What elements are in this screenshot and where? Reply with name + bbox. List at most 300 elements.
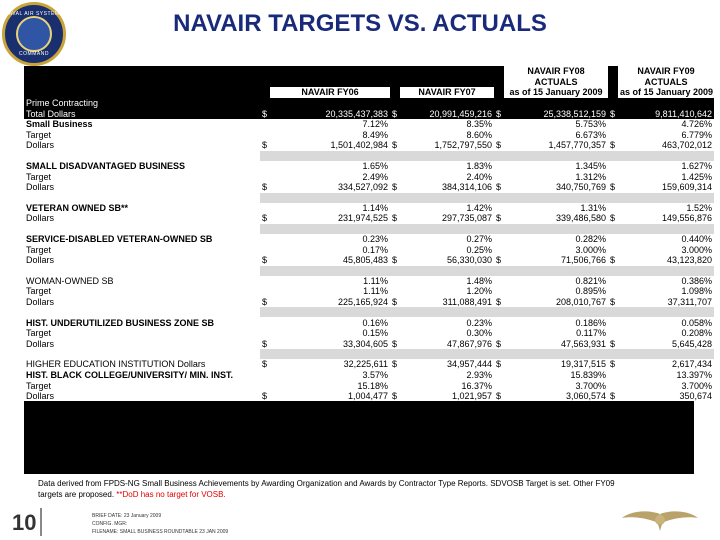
currency-cell: $: [494, 108, 504, 119]
row-label: Target: [24, 244, 260, 255]
spacer-cell: [494, 224, 504, 234]
value-cell: 1.42%: [400, 203, 494, 214]
currency-cell: $: [494, 391, 504, 402]
spacer-cell: [400, 193, 494, 203]
table-row: [24, 213, 714, 224]
value-cell: 33,304,605: [270, 338, 390, 349]
value-cell: 1.48%: [400, 276, 494, 287]
currency-cell: $: [608, 255, 618, 266]
spacer-cell: [270, 193, 390, 203]
table-row: [24, 234, 714, 245]
value-cell: 1,501,402,984: [270, 140, 390, 151]
currency-cell: $: [608, 182, 618, 193]
currency-cell: [608, 98, 618, 109]
header-fy09-top: NAVAIR FY09: [618, 66, 714, 77]
currency-cell: $: [390, 213, 400, 224]
row-label: VETERAN OWNED SB**: [24, 203, 260, 214]
value-cell: 5.753%: [504, 119, 608, 130]
spacer-cell: [504, 307, 608, 317]
spacer-cell: [494, 266, 504, 276]
currency-cell: $: [390, 182, 400, 193]
value-cell: 1,457,770,357: [504, 140, 608, 151]
currency-cell: [390, 203, 400, 214]
spacer-cell: [24, 224, 260, 234]
header-fy07: NAVAIR FY07: [400, 87, 494, 98]
currency-cell: [608, 276, 618, 287]
value-cell: 37,311,707: [618, 297, 714, 308]
table-row: [24, 140, 714, 151]
currency-cell: [390, 161, 400, 172]
row-label: HIGHER EDUCATION INSTITUTION Dollars: [24, 359, 260, 370]
value-cell: 45,805,483: [270, 255, 390, 266]
table-row: [24, 328, 714, 339]
currency-cell: [494, 119, 504, 130]
value-cell: 1,004,477: [270, 391, 390, 402]
currency-cell: [494, 171, 504, 182]
currency-cell: [494, 244, 504, 255]
value-cell: 8.35%: [400, 119, 494, 130]
value-cell: 311,088,491: [400, 297, 494, 308]
table-header-row-bottom: [24, 87, 714, 98]
spacer-cell: [618, 349, 714, 359]
value-cell: 16.37%: [400, 380, 494, 391]
table-row: [24, 119, 714, 130]
spacer-cell: [618, 307, 714, 317]
value-cell: 1,021,957: [400, 391, 494, 402]
currency-cell: [494, 370, 504, 381]
value-cell: 47,867,976: [400, 338, 494, 349]
currency-cell: $: [390, 140, 400, 151]
row-label: Dollars: [24, 213, 260, 224]
value-cell: 15.839%: [504, 370, 608, 381]
value-cell: 1.627%: [618, 161, 714, 172]
currency-cell: [260, 370, 270, 381]
value-cell: 0.30%: [400, 328, 494, 339]
currency-cell: $: [260, 255, 270, 266]
value-cell: 0.208%: [618, 328, 714, 339]
spacer-cell: [618, 151, 714, 161]
value-cell: 20,335,437,383: [270, 108, 390, 119]
currency-cell: $: [260, 213, 270, 224]
row-label: Dollars: [24, 255, 260, 266]
value-cell: 1.098%: [618, 286, 714, 297]
spacer-cell: [400, 224, 494, 234]
currency-cell: $: [260, 338, 270, 349]
spacer-cell: [400, 151, 494, 161]
table-spacer-row: [24, 307, 714, 317]
value-cell: 463,702,012: [618, 140, 714, 151]
value-cell: 0.16%: [270, 317, 390, 328]
currency-cell: $: [390, 297, 400, 308]
currency-cell: $: [260, 359, 270, 370]
value-cell: 0.386%: [618, 276, 714, 287]
value-cell: 231,974,525: [270, 213, 390, 224]
spacer-cell: [24, 349, 260, 359]
spacer-cell: [24, 193, 260, 203]
table-header-row-top: [24, 66, 714, 77]
currency-cell: [608, 317, 618, 328]
value-cell: 225,165,924: [270, 297, 390, 308]
currency-cell: $: [390, 391, 400, 402]
value-cell: 20,991,459,216: [400, 108, 494, 119]
spacer-cell: [618, 193, 714, 203]
table-spacer-row: [24, 224, 714, 234]
currency-cell: [494, 98, 504, 109]
table-row: [24, 108, 714, 119]
footer-info: [92, 512, 228, 536]
currency-cell: [494, 161, 504, 172]
currency-cell: [608, 244, 618, 255]
currency-cell: [608, 234, 618, 245]
table-row: [24, 317, 714, 328]
targets-table-container: [24, 66, 714, 474]
spacer-cell: [494, 307, 504, 317]
value-cell: 297,735,087: [400, 213, 494, 224]
currency-cell: [608, 380, 618, 391]
value-cell: 334,527,092: [270, 182, 390, 193]
value-cell: 32,225,611: [270, 359, 390, 370]
currency-cell: [390, 370, 400, 381]
currency-cell: $: [390, 108, 400, 119]
table-row: [24, 171, 714, 182]
header-fy09-mid: ACTUALS: [618, 77, 714, 88]
row-label: Prime Contracting: [24, 98, 260, 109]
value-cell: 1.83%: [400, 161, 494, 172]
currency-cell: $: [494, 359, 504, 370]
currency-cell: [494, 234, 504, 245]
value-cell: 384,314,106: [400, 182, 494, 193]
currency-cell: $: [608, 338, 618, 349]
spacer-cell: [260, 151, 270, 161]
value-cell: 149,556,876: [618, 213, 714, 224]
currency-cell: [608, 119, 618, 130]
table-row: [24, 338, 714, 349]
spacer-cell: [608, 224, 618, 234]
currency-cell: [494, 328, 504, 339]
table-row: [24, 276, 714, 287]
value-cell: 7.12%: [270, 119, 390, 130]
value-cell: 13.397%: [618, 370, 714, 381]
currency-cell: [260, 380, 270, 391]
value-cell: 0.15%: [270, 328, 390, 339]
spacer-cell: [260, 307, 270, 317]
row-label: Dollars: [24, 182, 260, 193]
currency-cell: [260, 286, 270, 297]
currency-cell: $: [494, 255, 504, 266]
value-cell: 1.52%: [618, 203, 714, 214]
spacer-cell: [494, 151, 504, 161]
spacer-cell: [390, 151, 400, 161]
currency-cell: [260, 317, 270, 328]
spacer-cell: [494, 193, 504, 203]
table-row: [24, 244, 714, 255]
currency-cell: [608, 161, 618, 172]
value-cell: 1.425%: [618, 171, 714, 182]
row-label: Dollars: [24, 338, 260, 349]
value-cell: 3,060,574: [504, 391, 608, 402]
spacer-cell: [24, 151, 260, 161]
currency-cell: [608, 171, 618, 182]
spacer-cell: [270, 349, 390, 359]
currency-cell: [260, 276, 270, 287]
spacer-cell: [24, 307, 260, 317]
value-cell: 340,750,769: [504, 182, 608, 193]
value-cell: [618, 98, 714, 109]
spacer-cell: [270, 266, 390, 276]
table-row: [24, 380, 714, 391]
value-cell: 0.17%: [270, 244, 390, 255]
currency-cell: [494, 276, 504, 287]
footnote-text: Data derived from FPDS-NG Small Business Achievements by Awarding Organization and Awards by Contractor Type Reports. SDVOSB Target is set. Other FY09 targets are proposed.: [38, 479, 615, 499]
value-cell: 159,609,314: [618, 182, 714, 193]
spacer-cell: [608, 266, 618, 276]
value-cell: 2,617,434: [618, 359, 714, 370]
header-fy08-top: NAVAIR FY08: [504, 66, 608, 77]
row-label: Small Business: [24, 119, 260, 130]
targets-table: [24, 66, 714, 401]
value-cell: 3.000%: [504, 244, 608, 255]
row-label: Target: [24, 286, 260, 297]
table-spacer-row: [24, 193, 714, 203]
value-cell: 3.57%: [270, 370, 390, 381]
currency-cell: $: [494, 297, 504, 308]
currency-cell: [608, 328, 618, 339]
spacer-cell: [270, 224, 390, 234]
value-cell: 0.895%: [504, 286, 608, 297]
table-row: [24, 359, 714, 370]
table-spacer-row: [24, 349, 714, 359]
value-cell: 25,338,512,159: [504, 108, 608, 119]
value-cell: 3.700%: [504, 380, 608, 391]
currency-cell: $: [608, 213, 618, 224]
currency-cell: $: [494, 213, 504, 224]
spacer-cell: [618, 266, 714, 276]
value-cell: 0.440%: [618, 234, 714, 245]
value-cell: 3.700%: [618, 380, 714, 391]
value-cell: 2.93%: [400, 370, 494, 381]
currency-cell: $: [608, 297, 618, 308]
value-cell: 1.31%: [504, 203, 608, 214]
row-label: Dollars: [24, 391, 260, 402]
header-fy06: NAVAIR FY06: [270, 87, 390, 98]
footer-brief-date: BRIEF DATE: 23 January 2009: [92, 513, 162, 519]
spacer-cell: [260, 193, 270, 203]
value-cell: 0.25%: [400, 244, 494, 255]
currency-cell: [260, 98, 270, 109]
currency-cell: $: [260, 140, 270, 151]
currency-cell: [260, 244, 270, 255]
table-row: [24, 203, 714, 214]
spacer-cell: [260, 349, 270, 359]
spacer-cell: [504, 349, 608, 359]
row-label: HIST. UNDERUTILIZED BUSINESS ZONE SB: [24, 317, 260, 328]
row-label: SERVICE-DISABLED VETERAN-OWNED SB: [24, 234, 260, 245]
currency-cell: $: [260, 182, 270, 193]
row-label: Target: [24, 380, 260, 391]
currency-cell: [390, 328, 400, 339]
spacer-cell: [504, 193, 608, 203]
table-row: [24, 297, 714, 308]
value-cell: 1.20%: [400, 286, 494, 297]
value-cell: [400, 98, 494, 109]
value-cell: 1.11%: [270, 276, 390, 287]
currency-cell: [260, 130, 270, 141]
spacer-cell: [390, 193, 400, 203]
currency-cell: $: [494, 140, 504, 151]
row-label: SMALL DISADVANTAGED BUSINESS: [24, 161, 260, 172]
currency-cell: [608, 286, 618, 297]
table-spacer-row: [24, 266, 714, 276]
value-cell: 15.18%: [270, 380, 390, 391]
currency-cell: [494, 317, 504, 328]
table-row: [24, 255, 714, 266]
value-cell: 0.058%: [618, 317, 714, 328]
currency-cell: [390, 276, 400, 287]
spacer-cell: [390, 307, 400, 317]
naval-aviator-wings-icon: [620, 508, 700, 532]
spacer-cell: [270, 307, 390, 317]
value-cell: 1.345%: [504, 161, 608, 172]
row-label: HIST. BLACK COLLEGE/UNIVERSITY/ MIN. INST.: [24, 370, 260, 381]
currency-cell: [260, 328, 270, 339]
value-cell: 6.673%: [504, 130, 608, 141]
footnote: [38, 478, 638, 500]
header-fy08-mid: ACTUALS: [504, 77, 608, 88]
spacer-cell: [400, 349, 494, 359]
currency-cell: [390, 119, 400, 130]
value-cell: 56,330,030: [400, 255, 494, 266]
spacer-cell: [270, 151, 390, 161]
currency-cell: [390, 234, 400, 245]
table-header-row-mid: [24, 77, 714, 88]
spacer-cell: [400, 266, 494, 276]
row-label: Dollars: [24, 140, 260, 151]
spacer-cell: [504, 224, 608, 234]
currency-cell: [608, 130, 618, 141]
currency-cell: [260, 119, 270, 130]
footer-divider: [40, 508, 42, 536]
value-cell: 47,563,931: [504, 338, 608, 349]
table-row: [24, 98, 714, 109]
value-cell: 6.779%: [618, 130, 714, 141]
value-cell: 350,674: [618, 391, 714, 402]
currency-cell: $: [260, 297, 270, 308]
row-label: Target: [24, 171, 260, 182]
value-cell: 3.000%: [618, 244, 714, 255]
row-label: Target: [24, 130, 260, 141]
spacer-cell: [608, 307, 618, 317]
value-cell: 0.186%: [504, 317, 608, 328]
value-cell: 0.117%: [504, 328, 608, 339]
currency-cell: $: [494, 338, 504, 349]
value-cell: 0.23%: [400, 317, 494, 328]
currency-cell: [494, 380, 504, 391]
row-label: Total Dollars: [24, 108, 260, 119]
footer-filename: FILENAME: SMALL BUSINESS ROUNDTABLE 23 JAN 2009: [92, 529, 229, 535]
page-title: NAVAIR TARGETS VS. ACTUALS: [173, 10, 547, 37]
table-row: [24, 130, 714, 141]
value-cell: 2.49%: [270, 171, 390, 182]
currency-cell: $: [390, 359, 400, 370]
table-spacer-row: [24, 151, 714, 161]
spacer-cell: [390, 349, 400, 359]
currency-cell: [260, 234, 270, 245]
currency-cell: $: [494, 182, 504, 193]
value-cell: 9,811,410,642: [618, 108, 714, 119]
spacer-cell: [400, 307, 494, 317]
currency-cell: $: [260, 391, 270, 402]
currency-cell: [494, 203, 504, 214]
row-label: Target: [24, 328, 260, 339]
value-cell: 8.60%: [400, 130, 494, 141]
currency-cell: [260, 161, 270, 172]
value-cell: 4.726%: [618, 119, 714, 130]
currency-cell: [608, 370, 618, 381]
seal-top-text: NAVAL AIR SYSTEMS: [4, 11, 64, 17]
value-cell: 0.821%: [504, 276, 608, 287]
row-label: WOMAN-OWNED SB: [24, 276, 260, 287]
value-cell: [270, 98, 390, 109]
currency-cell: [608, 203, 618, 214]
currency-cell: [390, 380, 400, 391]
spacer-cell: [494, 349, 504, 359]
currency-cell: [260, 171, 270, 182]
currency-cell: [390, 317, 400, 328]
value-cell: 339,486,580: [504, 213, 608, 224]
value-cell: 43,123,820: [618, 255, 714, 266]
spacer-cell: [260, 266, 270, 276]
spacer-cell: [504, 266, 608, 276]
currency-cell: [390, 98, 400, 109]
spacer-cell: [260, 224, 270, 234]
value-cell: 5,645,428: [618, 338, 714, 349]
value-cell: 1.14%: [270, 203, 390, 214]
spacer-cell: [504, 151, 608, 161]
value-cell: 0.27%: [400, 234, 494, 245]
footnote-vosb: **DoD has no target for VOSB.: [116, 490, 226, 499]
currency-cell: [390, 171, 400, 182]
currency-cell: [390, 286, 400, 297]
currency-cell: $: [390, 255, 400, 266]
page-number: 10: [12, 510, 37, 535]
row-label: Dollars: [24, 297, 260, 308]
table-row: [24, 391, 714, 402]
value-cell: 1.11%: [270, 286, 390, 297]
table-row: [24, 286, 714, 297]
currency-cell: [494, 286, 504, 297]
spacer-cell: [390, 224, 400, 234]
header-fy08-date: as of 15 January 2009: [504, 87, 608, 98]
currency-cell: $: [260, 108, 270, 119]
table-row: [24, 161, 714, 172]
value-cell: 71,506,766: [504, 255, 608, 266]
value-cell: 1.65%: [270, 161, 390, 172]
currency-cell: $: [608, 108, 618, 119]
table-row: [24, 182, 714, 193]
header-fy09-date: as of 15 January 2009: [620, 87, 714, 98]
value-cell: 19,317,515: [504, 359, 608, 370]
value-cell: 0.282%: [504, 234, 608, 245]
value-cell: 8.49%: [270, 130, 390, 141]
currency-cell: $: [608, 359, 618, 370]
spacer-cell: [24, 266, 260, 276]
spacer-cell: [608, 349, 618, 359]
value-cell: 1,752,797,550: [400, 140, 494, 151]
value-cell: 1.312%: [504, 171, 608, 182]
currency-cell: $: [608, 140, 618, 151]
footer-config-mgr: CONFIG. MGR:: [92, 521, 128, 527]
spacer-cell: [390, 266, 400, 276]
